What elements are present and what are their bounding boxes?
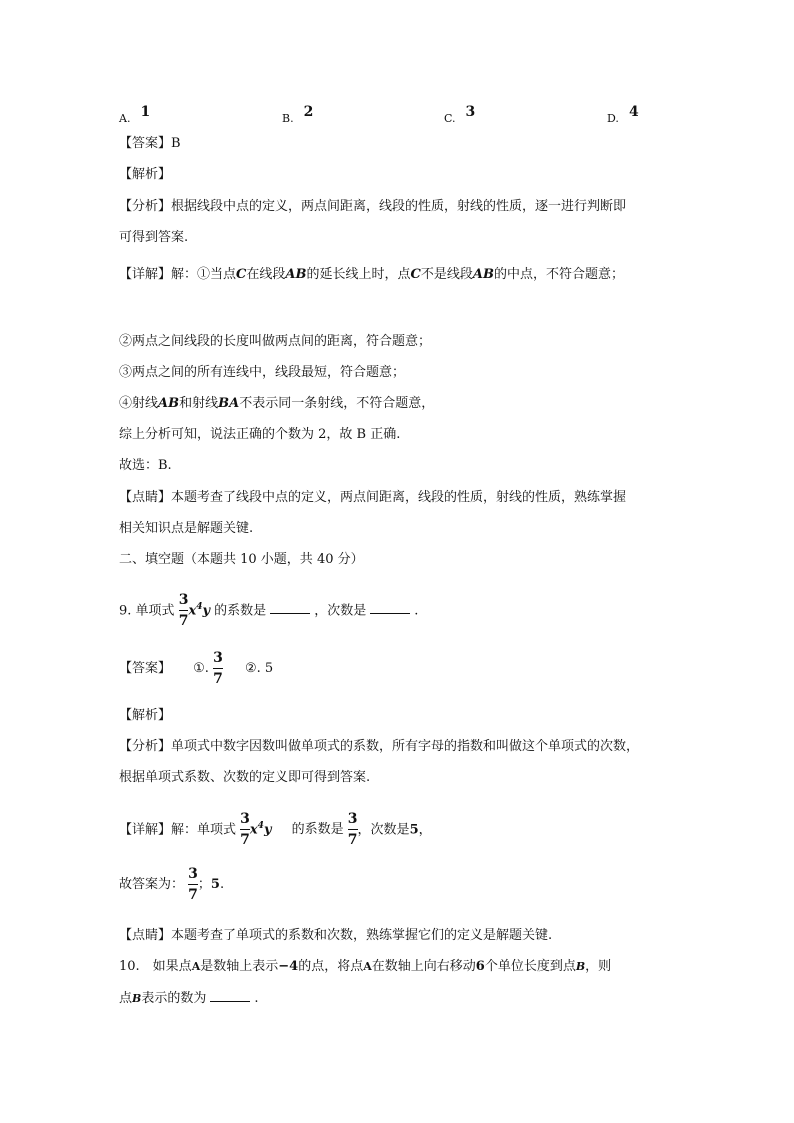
q10-stem-line1 bbox=[119, 958, 611, 976]
var-x: x bbox=[249, 822, 258, 838]
frac-bar bbox=[213, 668, 223, 669]
frac-bar bbox=[179, 610, 189, 611]
text: ； bbox=[197, 877, 211, 892]
text: 的系数是 bbox=[214, 603, 267, 619]
text: 的点，将点 bbox=[298, 959, 364, 974]
option-value: 4 bbox=[628, 104, 639, 120]
q8-choose: 故选：B. bbox=[119, 458, 172, 473]
q8-item3: ③两点之间的所有连线中，线段最短，符合题意； bbox=[119, 365, 406, 380]
text: ①. bbox=[193, 661, 209, 676]
option-label: D. bbox=[607, 112, 619, 125]
text: 在线段 bbox=[246, 267, 286, 282]
var-y: y bbox=[202, 603, 211, 619]
option-label: C. bbox=[444, 112, 456, 125]
frac-denominator: 7 bbox=[347, 832, 358, 849]
option-label: A. bbox=[119, 112, 131, 125]
q9-detail bbox=[119, 807, 432, 849]
text: 个单位长度到点 bbox=[484, 959, 576, 974]
text: 点 bbox=[119, 991, 133, 1006]
text: ④射线 bbox=[119, 396, 159, 411]
frac-denominator: 7 bbox=[240, 832, 250, 849]
answer-blank[interactable] bbox=[210, 989, 250, 1002]
text: . bbox=[414, 603, 419, 619]
option-b bbox=[282, 104, 314, 125]
var-y: y bbox=[263, 822, 272, 838]
text: 的中点，不符合题意； bbox=[493, 267, 624, 282]
q9-comment: 【点睛】本题考查了单项式的系数和次数，熟练掌握它们的定义是解题关键. bbox=[119, 928, 553, 943]
fraction bbox=[240, 811, 250, 848]
var-c: C bbox=[236, 267, 247, 282]
option-c bbox=[444, 104, 476, 125]
text: 【详解】解：单项式 bbox=[119, 822, 237, 838]
frac-numerator: 3 bbox=[178, 592, 189, 609]
text: ，次数是 bbox=[357, 822, 410, 838]
var-ba: BA bbox=[218, 396, 240, 411]
option-d bbox=[607, 104, 639, 125]
frac-bar bbox=[240, 829, 250, 830]
text: 不是线段 bbox=[420, 267, 473, 282]
fraction bbox=[213, 650, 223, 687]
var-ab: AB bbox=[158, 396, 180, 411]
text: 10. 如果点 bbox=[119, 959, 192, 974]
q9-answer bbox=[119, 650, 273, 688]
q8-fenxi-line2: 可得到答案. bbox=[119, 230, 189, 245]
frac-denominator: 7 bbox=[213, 671, 223, 687]
q9-conclusion bbox=[119, 866, 224, 904]
option-label: B. bbox=[282, 112, 294, 125]
text: 9. 单项式 bbox=[119, 603, 175, 619]
exponent: 4 bbox=[257, 821, 264, 831]
frac-denominator: 7 bbox=[178, 613, 189, 630]
text: 的延长线上时，点 bbox=[306, 267, 411, 282]
text: 故答案为： bbox=[119, 877, 185, 892]
text: . bbox=[219, 877, 225, 892]
number-neg4: −4 bbox=[278, 959, 299, 974]
text: 表示的数为 bbox=[141, 991, 207, 1006]
text: 和射线 bbox=[179, 396, 219, 411]
text: ，则 bbox=[585, 959, 612, 974]
var-b: B bbox=[575, 960, 586, 973]
option-value: 2 bbox=[303, 104, 314, 120]
option-a bbox=[119, 104, 151, 125]
q8-answer: 【答案】B bbox=[119, 136, 181, 151]
exponent: 4 bbox=[196, 602, 203, 612]
text: ②. 5 bbox=[244, 661, 274, 676]
text: 【详解】解：①当点 bbox=[119, 267, 237, 282]
text: . bbox=[254, 991, 259, 1006]
frac-numerator: 3 bbox=[240, 811, 250, 828]
text: ，次数是 bbox=[314, 603, 367, 619]
section-title: 二、填空题（本题共 10 小题，共 40 分） bbox=[119, 552, 364, 567]
q8-comment-line2: 相关知识点是解题关键. bbox=[119, 521, 254, 536]
q8-fenxi-line1: 【分析】根据线段中点的定义，两点间距离，线段的性质，射线的性质，逐一进行判断即 bbox=[119, 199, 627, 214]
text: 【答案】 bbox=[119, 661, 172, 676]
frac-bar bbox=[348, 829, 358, 830]
var-ab: AB bbox=[285, 267, 307, 282]
var-a: A bbox=[363, 960, 372, 973]
var-ab: AB bbox=[472, 267, 494, 282]
q9-fenxi-line2: 根据单项式系数、次数的定义即可得到答案. bbox=[119, 770, 371, 785]
q9-analysis-heading: 【解析】 bbox=[119, 708, 172, 723]
text: 不表示同一条射线，不符合题意， bbox=[239, 396, 435, 411]
text: 是数轴上表示 bbox=[200, 959, 279, 974]
var-x: x bbox=[188, 603, 197, 619]
frac-numerator: 3 bbox=[347, 811, 358, 828]
number-six: 6 bbox=[475, 959, 485, 974]
var-b: B bbox=[132, 992, 142, 1005]
q8-comment-line1: 【点睛】本题考查了线段中点的定义，两点间距离，线段的性质，射线的性质，熟练掌握 bbox=[119, 490, 627, 505]
degree-value: 5 bbox=[210, 877, 220, 892]
option-value: 3 bbox=[465, 104, 476, 120]
q8-item4 bbox=[119, 395, 434, 413]
q9-stem bbox=[119, 588, 418, 630]
degree-value: 5 bbox=[409, 822, 419, 838]
frac-numerator: 3 bbox=[213, 650, 223, 666]
q8-detail-line bbox=[119, 266, 624, 284]
q8-summary: 综上分析可知，说法正确的个数为 2，故 B 正确. bbox=[119, 427, 401, 442]
var-c: C bbox=[410, 267, 421, 282]
fraction bbox=[179, 592, 189, 629]
option-value: 1 bbox=[140, 104, 151, 120]
text: 在数轴上向右移动 bbox=[371, 959, 476, 974]
q9-fenxi-line1: 【分析】单项式中数字因数叫做单项式的系数，所有字母的指数和叫做这个单项式的次数， bbox=[119, 739, 640, 754]
text: ， bbox=[418, 822, 432, 838]
answer-blank[interactable] bbox=[370, 601, 410, 614]
fraction bbox=[348, 811, 358, 848]
frac-denominator: 7 bbox=[188, 887, 198, 903]
frac-bar bbox=[188, 884, 198, 885]
frac-numerator: 3 bbox=[188, 866, 198, 882]
q10-stem-line2 bbox=[119, 989, 258, 1008]
text: 的系数是 bbox=[291, 822, 344, 838]
fraction bbox=[188, 866, 198, 903]
var-a: A bbox=[191, 960, 201, 973]
q8-item2: ②两点之间线段的长度叫做两点间的距离，符合题意； bbox=[119, 334, 432, 349]
answer-blank[interactable] bbox=[270, 601, 310, 614]
q8-analysis-heading: 【解析】 bbox=[119, 167, 172, 182]
